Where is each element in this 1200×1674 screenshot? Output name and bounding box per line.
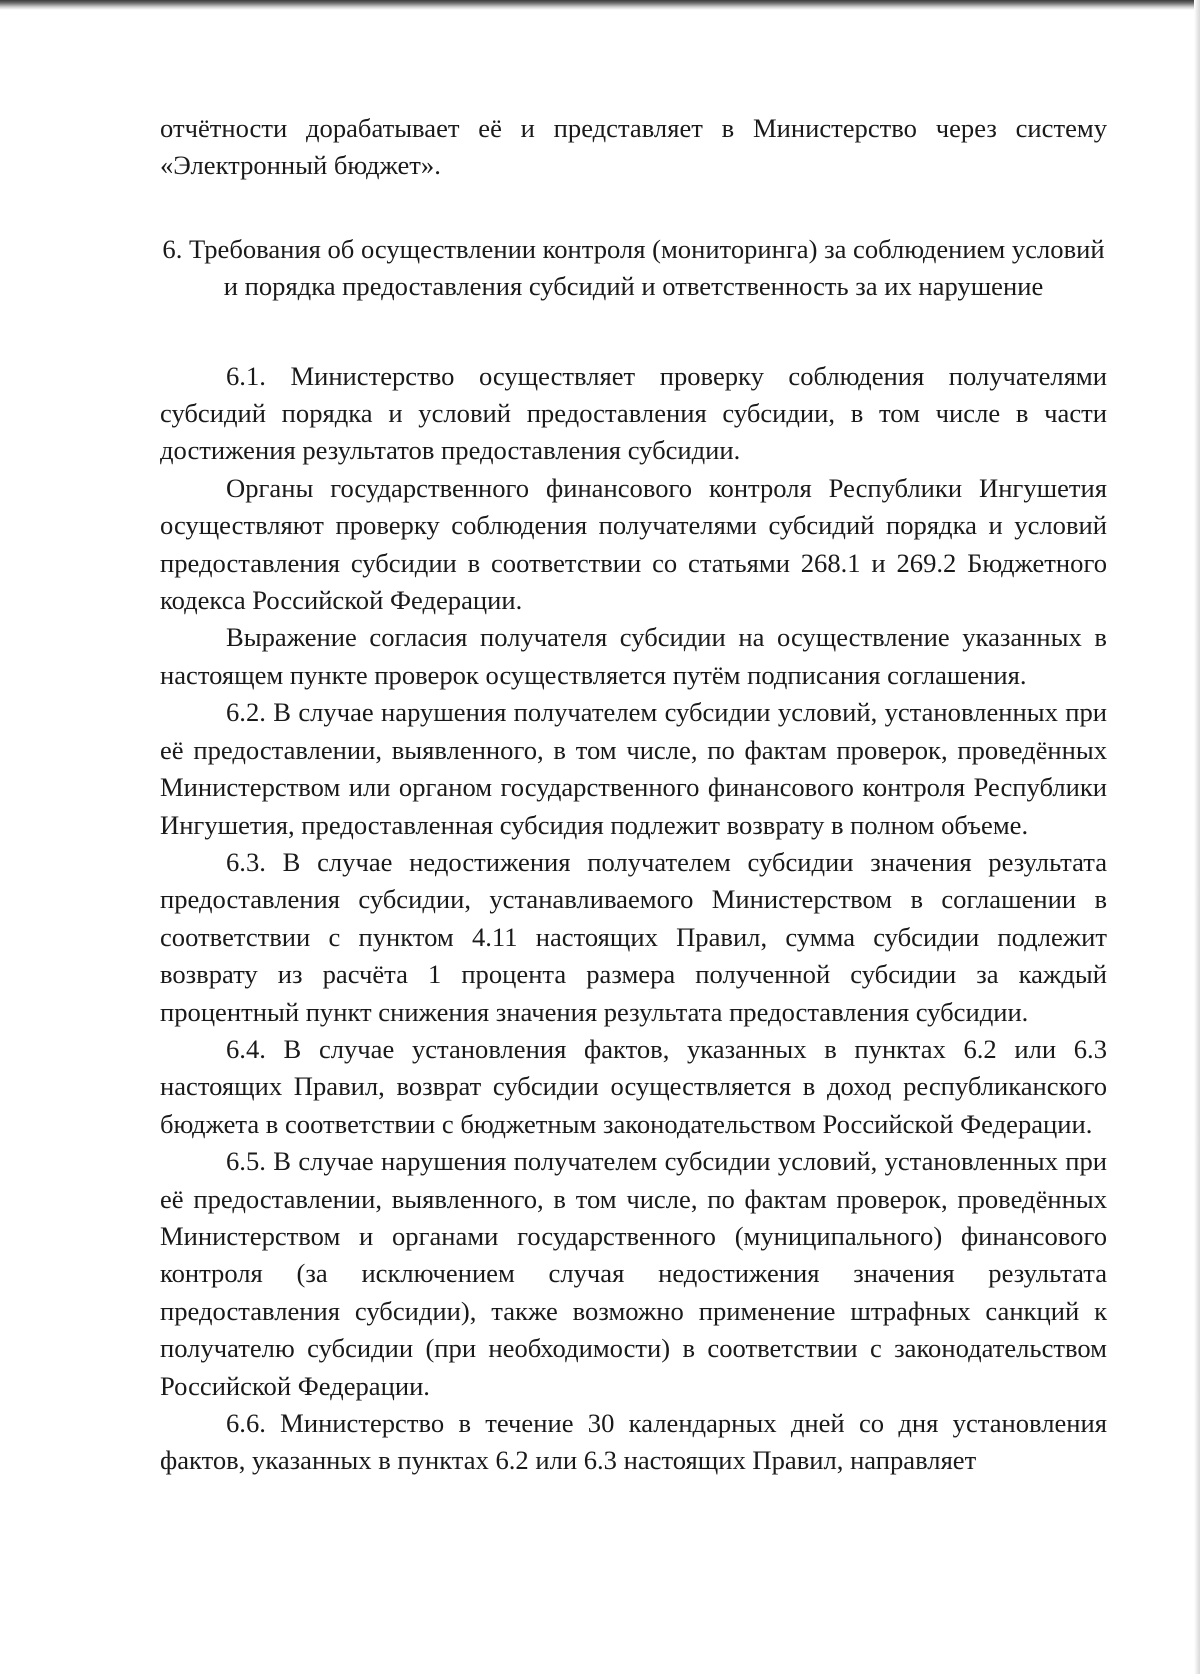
paragraph-6-2: 6.2. В случае нарушения получателем субсидии условий, установленных при её предоставлении, выявленного, в том числе, по фактам проверок, проведённых Министерством или органом государственного финансового контроля Республики Ингушетия, предоставленная субсидия подлежит возврату в полном объеме.	[160, 697, 1107, 840]
scan-top-edge	[0, 0, 1200, 10]
paragraph-consent: Выражение согласия получателя субсидии на осуществление указанных в настоящем пункте проверок осуществляется путём подписания соглашения.	[160, 622, 1107, 690]
paragraph-6-5: 6.5. В случае нарушения получателем субсидии условий, установленных при её предоставлении, выявленного, в том числе, по фактам проверок, проведённых Министерством и органами государственного (муниципального) финансового контроля (за исключением случая недостижения значения результата предоставления субсидии), также возможно применение штрафных санкций к получателю субсидии (при необходимости) в соответствии с законодательством Российской Федерации.	[160, 1146, 1107, 1401]
scan-right-edge	[1194, 0, 1200, 1674]
document-page	[160, 110, 1107, 1480]
intro-paragraph: отчётности дорабатывает её и представляет в Министерство через систему «Электронный бюджет».	[160, 113, 1107, 181]
paragraph-control-bodies: Органы государственного финансового контроля Республики Ингушетия осуществляют проверку соблюдения получателями субсидий порядка и условий предоставления субсидии в соответствии со статьями 268.1 и 269.2 Бюджетного кодекса Российской Федерации.	[160, 472, 1107, 616]
paragraph-6-1: 6.1. Министерство осуществляет проверку соблюдения получателями субсидий порядка и условий предоставления субсидии, в том числе в части достижения результатов предоставления субсидии.	[160, 360, 1107, 466]
paragraph-6-6: 6.6. Министерство в течение 30 календарных дней со дня установления фактов, указанных в пунктах 6.2 или 6.3 настоящих Правил, направляет	[160, 1408, 1107, 1476]
section-title: 6. Требования об осуществлении контроля (мониторинга) за соблюдением условий и порядка предоставления субсидий и ответственность за их нарушение	[162, 233, 1105, 302]
paragraph-6-3: 6.3. В случае недостижения получателем субсидии значения результата предоставления субсидии, устанавливаемого Министерством в соглашении в соответствии с пунктом 4.11 настоящих Правил, сумма субсидии подлежит возврату из расчёта 1 процента размера полученной субсидии за каждый процентный пункт снижения значения результата предоставления субсидии.	[160, 846, 1107, 1027]
paragraph-6-4: 6.4. В случае установления фактов, указанных в пунктах 6.2 или 6.3 настоящих Правил, возврат субсидии осуществляется в доход республиканского бюджета в соответствии с бюджетным законодательством Российской Федерации.	[160, 1033, 1107, 1139]
